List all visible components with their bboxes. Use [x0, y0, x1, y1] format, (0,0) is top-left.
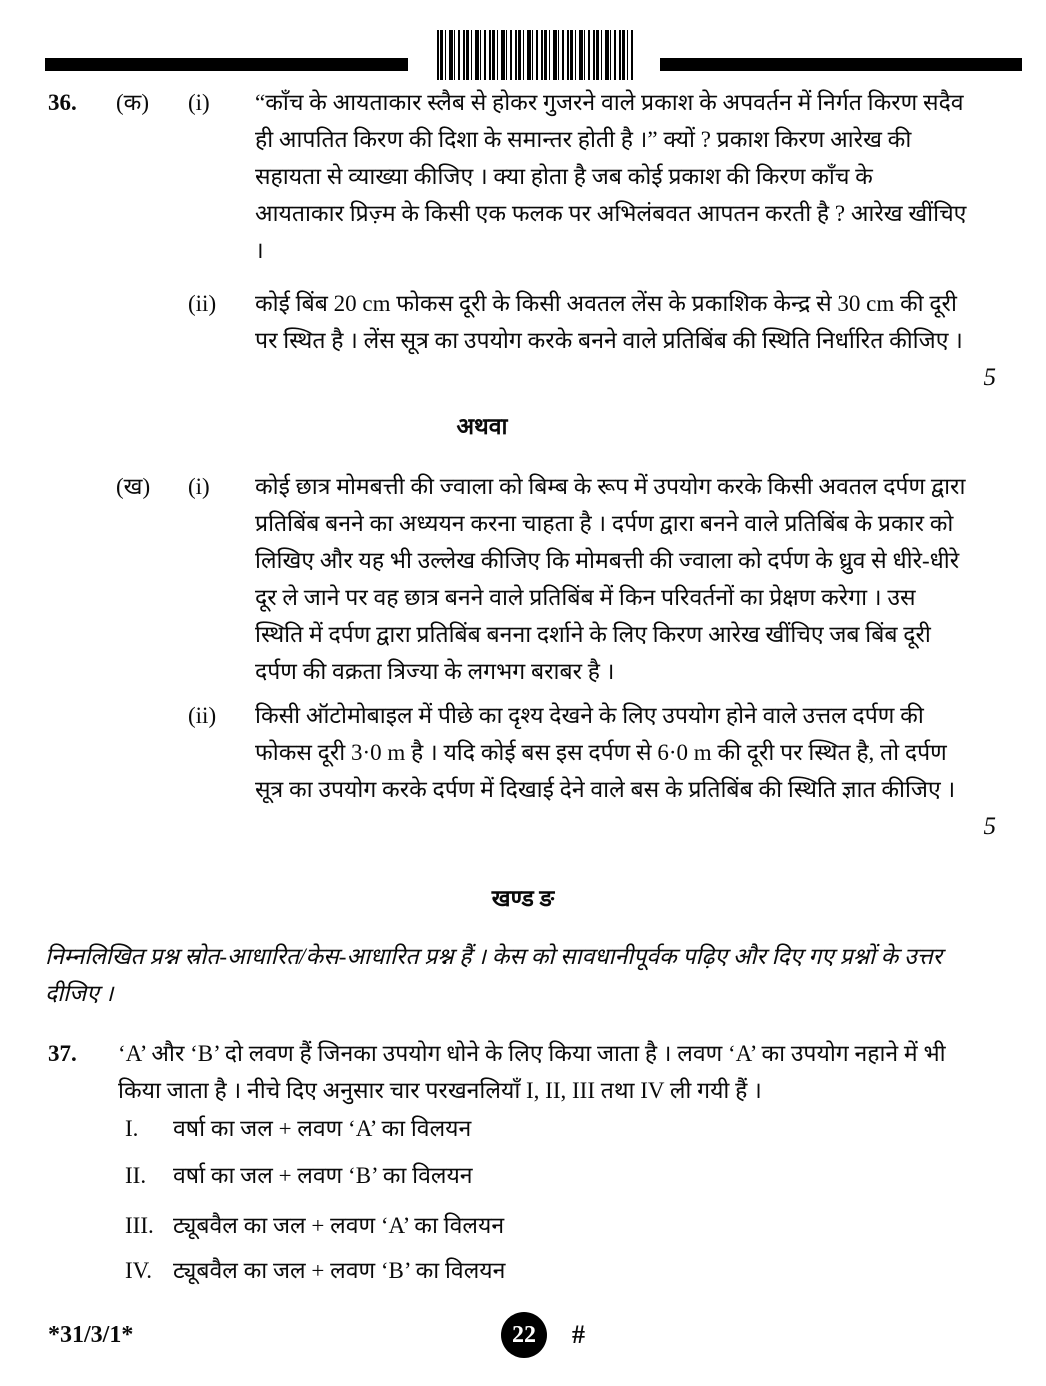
- header-rule-right: [660, 58, 1022, 71]
- question-36-part-a-subpart-i: [48, 84, 996, 269]
- subpart-ii-label: (ii): [188, 291, 217, 316]
- question-text: “काँच के आयताकार स्लैब से होकर गुजरने वाले प्रकाश के अपवर्तन में निर्गत किरण सदैव ही आपतित किरण की दिशा के समान्तर होती है ।” क्यों ? प्रकाश किरण आरेख की सहायता से व्याख्या कीजिए । क्या होता है जब कोई प्रकाश की किरण काँच के आयताकार प्रिज़्म के किसी एक फलक पर अभिलंबवत आपतन करती है ? आरेख खींचिए ।: [255, 90, 967, 263]
- question-number: 36.: [48, 90, 77, 115]
- question-number: 37.: [48, 1041, 77, 1066]
- subpart-i-label: (i): [188, 474, 210, 499]
- list-item-text: ट्यूबवैल का जल + लवण ‘A’ का विलयन: [173, 1213, 505, 1238]
- list-item-label: I.: [125, 1116, 139, 1141]
- subpart-i-label: (i): [188, 90, 210, 115]
- section-instruction: निम्नलिखित प्रश्न स्रोत-आधारित/केस-आधारित प्रश्न हैं । केस को सावधानीपूर्वक पढ़िए और दिए गए प्रश्नों के उत्तर दीजिए ।: [45, 944, 942, 1006]
- paper-code: *31/3/1*: [48, 1322, 134, 1348]
- barcode: [437, 30, 633, 80]
- subpart-ii-label: (ii): [188, 703, 217, 728]
- list-item: [125, 1157, 473, 1194]
- question-36-part-a-subpart-ii: [48, 285, 996, 396]
- or-separator: अथवा: [456, 414, 508, 439]
- section-heading: खण्ड ङ: [491, 886, 555, 911]
- question-37: [48, 1035, 996, 1109]
- page-number-badge: 22: [501, 1312, 547, 1358]
- list-item-text: वर्षा का जल + लवण ‘A’ का विलयन: [173, 1116, 472, 1141]
- list-item-text: वर्षा का जल + लवण ‘B’ का विलयन: [173, 1163, 473, 1188]
- question-text: कोई बिंब 20 cm फोकस दूरी के किसी अवतल लेंस के प्रकाशिक केन्द्र से 30 cm की दूरी पर स्थित है । लेंस सूत्र का उपयोग करके बनने वाले प्रतिबिंब की स्थिति निर्धारित कीजिए ।: [255, 291, 963, 353]
- question-text: किसी ऑटोमोबाइल में पीछे का दृश्य देखने के लिए उपयोग होने वाले उत्तल दर्पण की फोकस दूरी 3·0 m है । यदि कोई बस इस दर्पण से 6·0 m की दूरी पर स्थित है, तो दर्पण सूत्र का उपयोग करके दर्पण में दिखाई देने वाले बस के प्रतिबिंब की स्थिति ज्ञात कीजिए ।: [255, 703, 956, 802]
- question-36-part-b-subpart-ii: [48, 697, 996, 845]
- list-item-label: II.: [125, 1163, 147, 1188]
- list-item: [125, 1110, 471, 1147]
- list-item-text: ट्यूबवैल का जल + लवण ‘B’ का विलयन: [173, 1258, 506, 1283]
- question-text: ‘A’ और ‘B’ दो लवण हैं जिनका उपयोग धोने के लिए किया जाता है । लवण ‘A’ का उपयोग नहाने में भी किया जाता है । नीचे दिए अनुसार चार परखनलियाँ I, II, III तथा IV ली गयी हैं ।: [118, 1041, 946, 1103]
- hash-symbol: #: [572, 1320, 585, 1349]
- marks-value: 5: [983, 364, 996, 391]
- part-b-label: (ख): [116, 474, 151, 499]
- list-item-label: III.: [125, 1213, 154, 1238]
- marks-value: 5: [983, 813, 996, 840]
- header-rule-left: [45, 58, 408, 71]
- list-item: [125, 1252, 505, 1289]
- list-item-label: IV.: [125, 1258, 153, 1283]
- question-text: कोई छात्र मोमबत्ती की ज्वाला को बिम्ब के रूप में उपयोग करके किसी अवतल दर्पण द्वारा प्रतिबिंब बनने का अध्ययन करना चाहता है । दर्पण द्वारा बनने वाले प्रतिबिंब के प्रकार को लिखिए और यह भी उल्लेख कीजिए कि मोमबत्ती की ज्वाला को दर्पण के ध्रुव से धीरे-धीरे दूर ले जाने पर वह छात्र बनने वाले प्रतिबिंब में किन परिवर्तनों का प्रेक्षण करेगा । उस स्थिति में दर्पण द्वारा प्रतिबिंब बनना दर्शाने के लिए किरण आरेख खींचिए जब बिंब दूरी दर्पण की वक्रता त्रिज्या के लगभग बराबर है ।: [255, 474, 966, 684]
- question-36-part-b-subpart-i: [48, 468, 996, 690]
- list-item: [125, 1207, 504, 1244]
- part-a-label: (क): [116, 90, 149, 115]
